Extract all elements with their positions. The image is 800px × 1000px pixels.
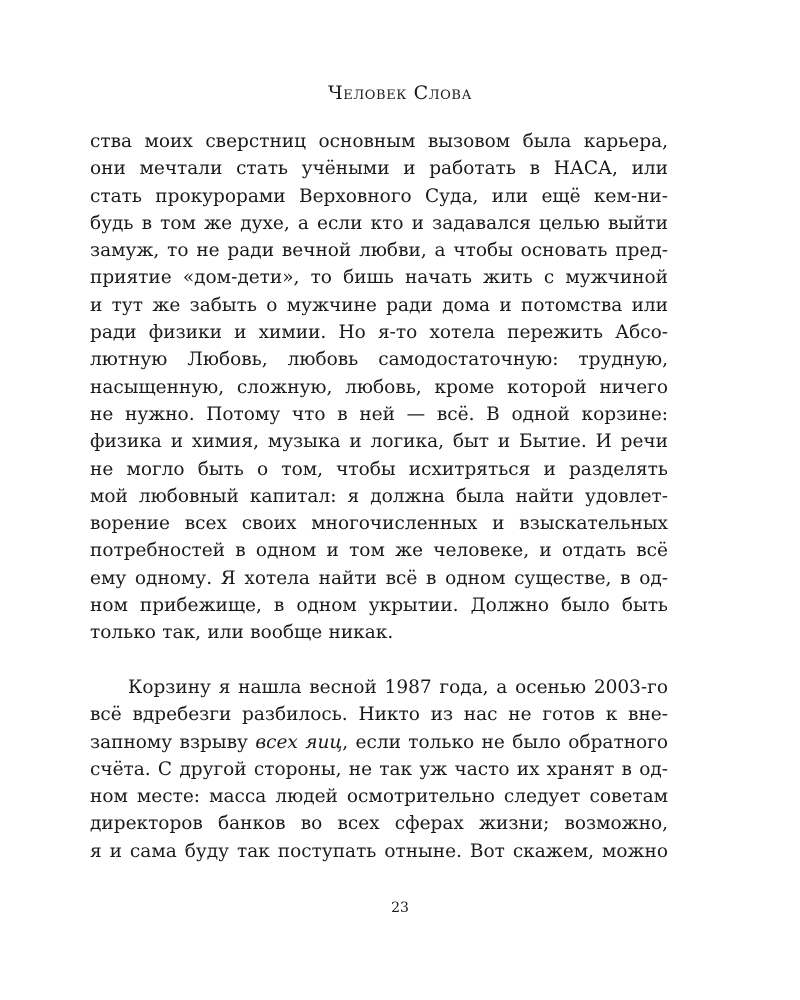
text-line: будь в том же духе, а если кто и задавался целью выйти <box>90 212 668 234</box>
page-number: 23 <box>391 900 409 916</box>
text-line: физика и химия, музыка и логика, быт и Бытие. И речи <box>90 431 668 453</box>
text-line: ства моих сверстниц основным вызовом была карьера, <box>90 131 668 152</box>
text-line: не нужно. Потому что в ней — всё. В одной корзине: <box>90 403 668 425</box>
paragraph-2 <box>90 674 668 865</box>
text-run: запному взрыву <box>90 731 256 753</box>
text-line: потребностей в одном и том же человеке, и отдать всё <box>90 540 668 562</box>
text-line: они мечтали стать учёными и работать в НАСА, или <box>90 158 668 180</box>
text-line: замуж, то не ради вечной любви, а чтобы основать пред- <box>90 240 668 262</box>
text-line: ради физики и химии. Но я-то хотела пережить Абсо- <box>90 322 668 344</box>
text-line-with-italic <box>90 729 668 756</box>
text-line: я и сама буду так поступать отныне. Вот скажем, можно <box>90 840 668 862</box>
text-line: только так, или вообще никак. <box>90 622 394 644</box>
text-line: счёта. С другой стороны, не так уж часто их хранят в од- <box>90 758 668 780</box>
text-line: и тут же забыть о мужчине ради дома и потомства или <box>90 294 668 316</box>
text-line: ворение всех своих многочисленных и взыскательных <box>90 513 668 535</box>
text-line: ему одному. Я хотела найти всё в одном существе, в од- <box>90 567 668 589</box>
text-line: ном месте: масса людей осмотрительно следует советам <box>90 786 668 808</box>
paragraph-1 <box>90 128 668 647</box>
running-head-title: Человек Слова <box>327 82 473 104</box>
text-line: насыщенную, сложную, любовь, кроме которой ничего <box>90 376 668 398</box>
text-line: директоров банков во всех сферах жизни; возможно, <box>90 813 668 835</box>
text-line: не могло быть о том, чтобы исхитряться и разделять <box>90 458 668 480</box>
text-line: стать прокурорами Верховного Суда, или ещё кем-ни- <box>90 185 668 207</box>
text-line: ном прибежище, в одном укрытии. Должно было быть <box>90 595 668 617</box>
text-run: , если только не было обратного <box>342 731 668 753</box>
text-line: мой любовный капитал: я должна была найти удовлет- <box>90 485 668 507</box>
text-line: лютную Любовь, любовь самодостаточную: трудную, <box>90 349 668 371</box>
text-line: всё вдребезги разбилось. Никто из нас не готов к вне- <box>90 704 668 726</box>
italic-phrase: всех яиц <box>255 731 343 753</box>
text-line: приятие «дом-дети», то бишь начать жить с мужчиной <box>90 267 668 289</box>
text-line: Корзину я нашла весной 1987 года, а осенью 2003-го <box>128 677 668 698</box>
